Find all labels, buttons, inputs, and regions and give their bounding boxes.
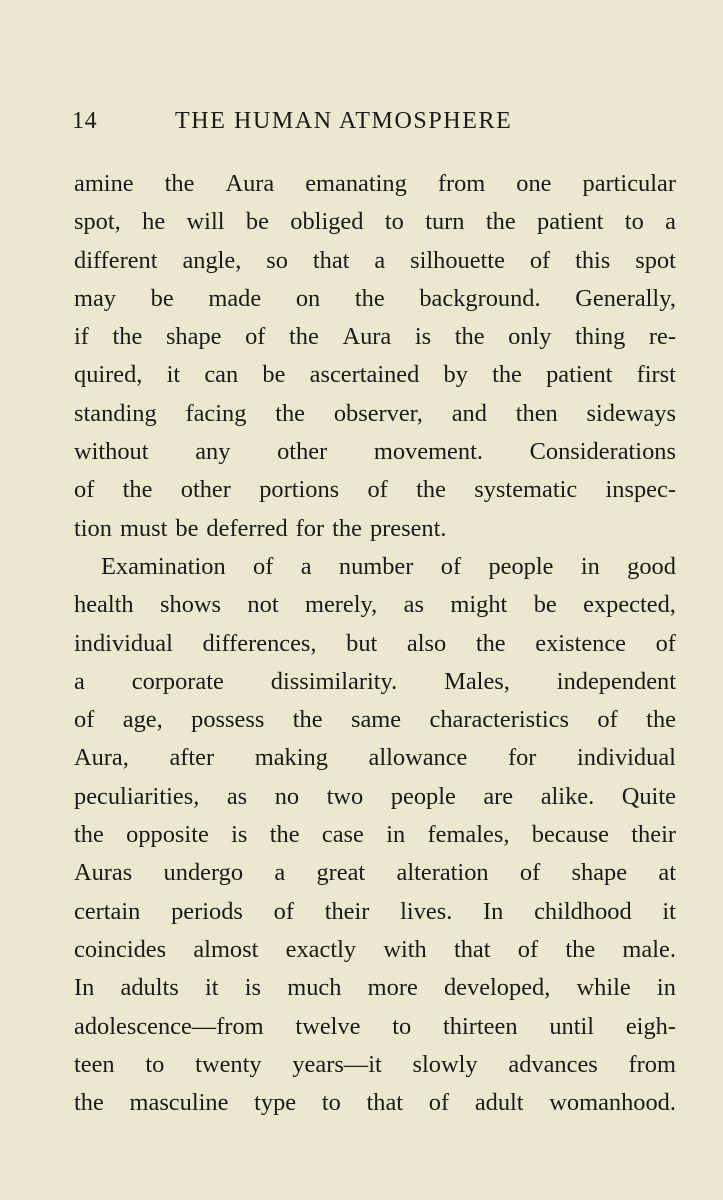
word: Aura (342, 323, 392, 351)
word: and (451, 399, 487, 427)
text-line (74, 280, 676, 318)
word: twelve (295, 1012, 361, 1040)
word: quired, (74, 361, 143, 389)
text-line (74, 701, 676, 739)
word: be (533, 591, 557, 619)
word: to (624, 208, 644, 236)
word: a (665, 208, 676, 236)
word: slowly (412, 1050, 478, 1078)
word: the (74, 821, 104, 849)
word: developed, (443, 974, 551, 1002)
word: in (656, 974, 676, 1002)
word: is (414, 323, 432, 351)
word: eigh- (625, 1012, 676, 1040)
word: Considerations (529, 438, 676, 466)
word: is (231, 821, 248, 849)
word: only (508, 323, 552, 351)
word: it (662, 897, 676, 925)
word: amine (74, 170, 134, 197)
word: of (428, 1089, 450, 1117)
word: no (274, 782, 300, 810)
text-line (74, 165, 676, 203)
word: certain (74, 897, 141, 925)
word: existence (535, 629, 626, 657)
word: standing (74, 399, 157, 427)
word: Aura, (74, 744, 129, 772)
word: periods (171, 897, 243, 925)
word: Males, (444, 667, 510, 695)
word: be (150, 284, 174, 312)
page-header (72, 108, 676, 148)
text-line (74, 854, 676, 892)
word: other (180, 476, 231, 504)
word: it (166, 361, 181, 389)
word: after (169, 744, 215, 772)
word: a (300, 552, 312, 580)
word: tion (74, 514, 112, 542)
word: of (253, 552, 274, 580)
page-number: 14 (72, 108, 98, 134)
word: the (289, 323, 319, 351)
word: from (628, 1050, 676, 1078)
word: are (483, 782, 514, 810)
word: that (366, 1089, 404, 1117)
word: In (483, 897, 504, 925)
word: of (74, 706, 95, 734)
word: silhouette (410, 246, 505, 274)
word: teen (74, 1050, 115, 1078)
word: different (74, 246, 158, 274)
word: expected, (583, 591, 676, 619)
word: to (145, 1050, 165, 1078)
word: while (576, 974, 631, 1002)
word: made (208, 284, 262, 312)
word: the (269, 821, 300, 849)
word: because (531, 821, 609, 849)
word: of (367, 476, 388, 504)
text-line (74, 778, 676, 816)
word: systematic (474, 476, 578, 504)
word: first (636, 361, 676, 389)
word: masculine (129, 1089, 229, 1117)
word: characteristics (429, 706, 569, 734)
word: two (326, 782, 364, 810)
word: any (195, 438, 231, 466)
word: sideways (586, 399, 676, 427)
word: of (245, 323, 266, 351)
word: of (597, 706, 618, 734)
word: differences, (202, 629, 317, 657)
word: the (112, 323, 143, 351)
word: In (74, 974, 95, 1002)
word: that (312, 246, 350, 274)
word: years—it (292, 1050, 382, 1078)
word: without (74, 438, 149, 466)
word: the (354, 284, 385, 312)
word: of (440, 552, 462, 580)
body-text (74, 165, 676, 1122)
word: shape (571, 859, 628, 887)
word: Generally, (575, 284, 676, 312)
word: to (321, 1089, 341, 1117)
word: individual (74, 629, 173, 657)
text-line (74, 433, 676, 471)
word: health (74, 591, 134, 619)
word: making (254, 744, 328, 772)
text-line (74, 931, 676, 969)
word: spot (635, 246, 676, 274)
word: adult (474, 1089, 524, 1117)
word: of (519, 859, 541, 887)
word: then (515, 399, 558, 427)
word: male. (622, 935, 676, 963)
word: angle, (182, 246, 242, 274)
text-line (74, 318, 676, 356)
word: people (390, 782, 456, 810)
word: their (324, 897, 370, 925)
word: facing (185, 399, 247, 427)
word: case (321, 821, 364, 849)
word: type (254, 1089, 297, 1117)
word: that (453, 935, 491, 963)
word: of (517, 935, 539, 963)
word: advances (508, 1050, 598, 1078)
word: be (245, 208, 269, 236)
word: Auras (74, 859, 133, 887)
word: alteration (396, 859, 489, 887)
text-line (74, 395, 676, 433)
word: deferred (206, 514, 288, 542)
word: be (175, 514, 199, 542)
word: be (262, 361, 286, 389)
word: shape (165, 323, 222, 351)
word: the (646, 706, 676, 734)
word: observer, (333, 399, 423, 427)
word: present. (369, 514, 447, 542)
word: same (350, 706, 402, 734)
word: for (295, 514, 325, 542)
word: the (416, 476, 446, 504)
word: is (244, 974, 262, 1002)
text-line (74, 739, 676, 777)
word: coincides (74, 935, 167, 963)
text-line (74, 242, 676, 280)
word: particular (582, 170, 676, 197)
word: more (367, 974, 418, 1002)
word: Quite (621, 782, 676, 810)
word: the (492, 361, 522, 389)
word: inspec- (605, 476, 676, 504)
word: will (186, 208, 225, 236)
paragraph-first-line (74, 548, 676, 586)
text-line (74, 1084, 676, 1122)
word: other (277, 438, 328, 466)
text-line (74, 203, 676, 241)
word: if (74, 323, 89, 351)
word: patient (546, 361, 613, 389)
word: childhood (534, 897, 632, 925)
paragraph-last-line (74, 510, 676, 548)
word: in (580, 552, 600, 580)
word: of (655, 629, 676, 657)
word: a (374, 246, 386, 274)
word: portions (259, 476, 340, 504)
word: independent (556, 667, 676, 695)
word: the (122, 476, 153, 504)
word: individual (577, 744, 676, 772)
word: number (338, 552, 414, 580)
word: adolescence—from (74, 1012, 264, 1040)
word: of (74, 476, 95, 504)
text-line (74, 1008, 676, 1046)
word: a (274, 859, 286, 887)
word: of (273, 897, 294, 925)
text-line (74, 471, 676, 509)
word: allowance (368, 744, 468, 772)
word: it (205, 974, 219, 1002)
text-line (74, 586, 676, 624)
word: the (454, 323, 485, 351)
word: much (287, 974, 342, 1002)
word: dissimilarity. (270, 667, 398, 695)
word: the (275, 399, 306, 427)
word: emanating (305, 170, 407, 197)
word: thirteen (443, 1012, 518, 1040)
word: so (266, 246, 288, 274)
word: peculiarities, (74, 782, 200, 810)
word: the (332, 514, 362, 542)
text-line (74, 356, 676, 394)
text-line (74, 1046, 676, 1084)
word: in (386, 821, 406, 849)
word: good (627, 552, 676, 580)
word: the (475, 629, 506, 657)
word: possess (191, 706, 265, 734)
word: merely, (305, 591, 378, 619)
text-line (74, 893, 676, 931)
word: background. (419, 284, 541, 312)
word: exactly (285, 935, 357, 963)
text-line (74, 816, 676, 854)
word: ascertained (309, 361, 420, 389)
word: thing (575, 323, 626, 351)
word: to (384, 208, 404, 236)
running-title: THE HUMAN ATMOSPHERE (175, 108, 513, 134)
word: almost (193, 935, 259, 963)
word: but (346, 629, 378, 657)
word: adults (120, 974, 179, 1002)
text-line (74, 969, 676, 1007)
word: this (575, 246, 611, 274)
word: one (516, 170, 552, 197)
word: until (549, 1012, 595, 1040)
word: he (142, 208, 166, 236)
word: opposite (126, 821, 209, 849)
word: may (74, 284, 116, 312)
word: must (119, 514, 168, 542)
word: lives. (400, 897, 453, 925)
word: turn (425, 208, 465, 236)
word: womanhood. (549, 1089, 676, 1117)
word: also (406, 629, 447, 657)
word: obliged (290, 208, 364, 236)
word: people (488, 552, 554, 580)
word: of (529, 246, 551, 274)
word: as (226, 782, 248, 810)
word: as (403, 591, 424, 619)
word: shows (160, 591, 222, 619)
word: great (316, 859, 366, 887)
word: Aura (225, 170, 275, 197)
word: a (74, 667, 85, 695)
word: Examination (101, 552, 226, 580)
word: the (565, 935, 596, 963)
text-line (74, 625, 676, 663)
word: with (383, 935, 427, 963)
word: at (658, 859, 676, 887)
word: twenty (195, 1050, 262, 1078)
text-line (74, 663, 676, 701)
word: by (443, 361, 468, 389)
word: patient (537, 208, 604, 236)
word: undergo (163, 859, 244, 887)
word: movement. (373, 438, 483, 466)
word: the (164, 170, 195, 197)
word: can (204, 361, 239, 389)
word: the (292, 706, 323, 734)
word: corporate (131, 667, 224, 695)
word: from (437, 170, 486, 197)
word: alike. (540, 782, 595, 810)
word: on (295, 284, 321, 312)
word: spot, (74, 208, 121, 236)
word: their (631, 821, 676, 849)
word: age, (122, 706, 163, 734)
word: for (507, 744, 537, 772)
word: re- (648, 323, 676, 351)
word: not (247, 591, 279, 619)
word: females, (427, 821, 510, 849)
word: to (392, 1012, 412, 1040)
word: the (485, 208, 516, 236)
word: the (74, 1089, 104, 1117)
word: might (450, 591, 508, 619)
